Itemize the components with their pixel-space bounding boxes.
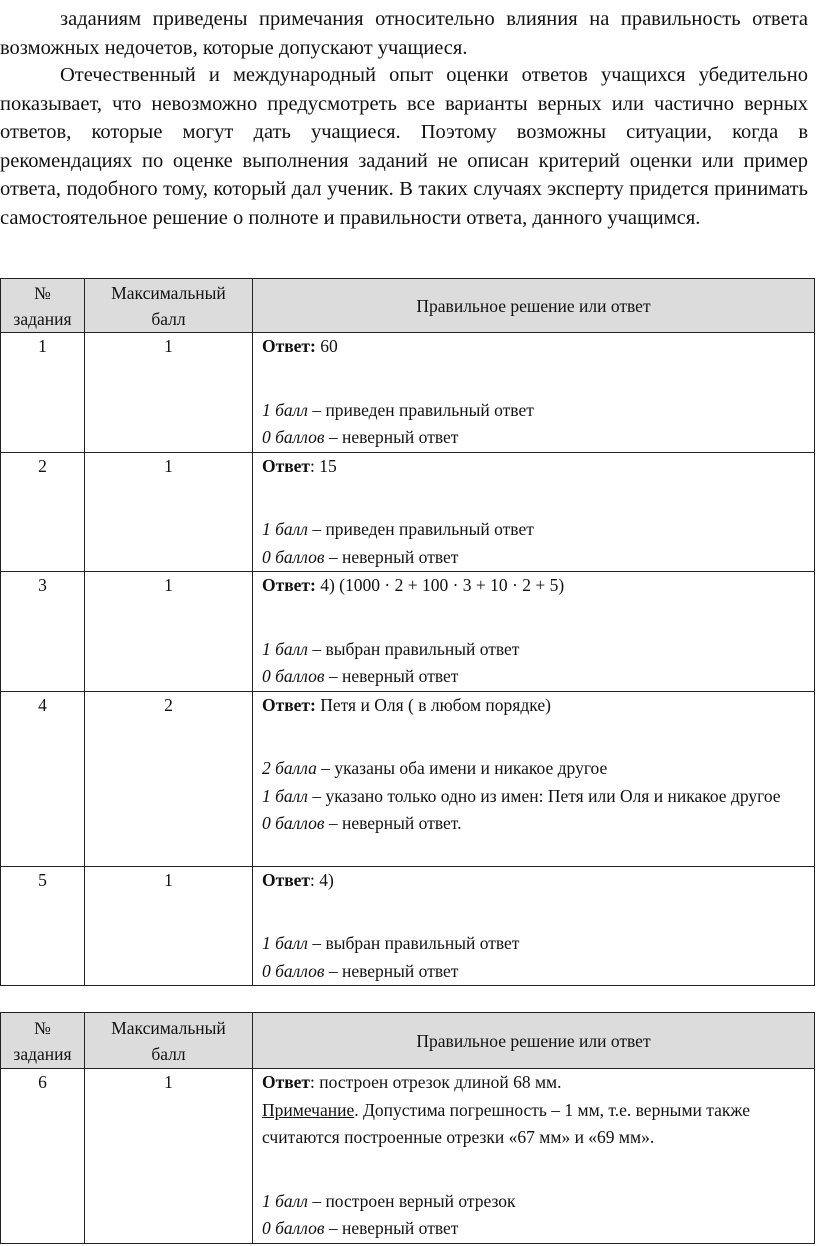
score-text: – неверный ответ (324, 546, 459, 567)
task-number: 3 (1, 572, 85, 692)
max-score: 1 (85, 1069, 253, 1244)
answer-label: Ответ (262, 1072, 311, 1092)
answer-value: : 4) (310, 869, 334, 890)
max-score: 2 (85, 691, 253, 866)
score-label: 1 балл (262, 638, 308, 659)
header-num-line2: задания (13, 308, 72, 329)
header-num-line1: № (34, 1017, 51, 1038)
score-text: – приведен правильный ответ (307, 519, 534, 539)
task-number: 4 (1, 691, 85, 866)
note-text: . Допустима погрешность – 1 мм, т.е. верными также считаются построенные отрезки «67 мм» и «69 мм». (262, 1099, 751, 1147)
score-label: 1 балл (262, 519, 308, 539)
header-max-line1: Максимальный (111, 282, 226, 303)
score-text: – выбран правильный ответ (307, 638, 520, 659)
score-text: – неверный ответ (324, 960, 459, 981)
score-text: – приведен правильный ответ (307, 399, 534, 420)
score-text: – неверный ответ (324, 666, 459, 686)
max-score: 1 (85, 572, 253, 692)
solution-cell (253, 572, 815, 692)
header-max-score (85, 279, 253, 333)
intro-text-2: Отечественный и международный опыт оценки ответов учащихся убедительно показывает, что невозможно предусмотреть все варианты верных или частично верных ответов, которые могут дать учащиеся. Поэтому возможны ситуации, когда в рекомендациях по оценке выполнения заданий не описан критерий оценки или пример ответа, подобного тому, который дал ученик. В таких случаях эксперту придется принимать самостоятельное решение о полноте и правильности ответа, данного учащимся. (0, 64, 808, 229)
table-row (1, 691, 815, 866)
score-text: – выбран правильный ответ (307, 933, 520, 953)
header-max-line2: балл (151, 308, 186, 329)
score-label: 1 балл (262, 399, 308, 420)
solution-cell (253, 866, 815, 986)
max-score: 1 (85, 452, 253, 572)
score-label: 0 баллов (262, 1218, 325, 1238)
max-score: 1 (85, 333, 253, 453)
header-task-number (1, 279, 85, 333)
table-header-row (1, 279, 815, 333)
score-text: – указано только одно из имен: Петя или Оля и никакое другое (307, 785, 781, 806)
solution-cell (253, 333, 815, 453)
answer-label: Ответ (262, 455, 311, 476)
header-max-line2: балл (151, 1043, 186, 1064)
header-max-score (85, 1013, 253, 1069)
answer-label: Ответ: (262, 336, 316, 356)
score-label: 0 баллов (262, 666, 325, 686)
note-label: Примечание (262, 1099, 355, 1120)
answer-value: 4) (1000 · 2 + 100 · 3 + 10 · 2 + 5) (315, 575, 565, 595)
table-header-row (1, 1013, 815, 1069)
score-text: – указаны оба имени и никакое другое (316, 758, 608, 778)
intro-paragraph-2 (0, 61, 808, 232)
max-score: 1 (85, 866, 253, 986)
answer-value: : построен отрезок длиной 68 мм. (310, 1072, 562, 1092)
score-text: – неверный ответ. (324, 813, 462, 833)
header-max-line1: Максимальный (111, 1017, 226, 1038)
score-label: 1 балл (262, 785, 308, 806)
answer-value: Петя и Оля ( в любом порядке) (315, 694, 551, 715)
score-text: – построен верный отрезок (307, 1190, 516, 1211)
score-label: 0 баллов (262, 813, 325, 833)
score-label: 0 баллов (262, 546, 325, 567)
score-text: – неверный ответ (324, 427, 459, 447)
task-number: 5 (1, 866, 85, 986)
answer-value: 60 (315, 336, 338, 356)
header-num-line1: № (34, 282, 51, 303)
table-row (1, 572, 815, 692)
intro-paragraph-1 (0, 5, 808, 62)
score-label: 2 балла (262, 758, 317, 778)
header-num-line2: задания (13, 1043, 72, 1064)
grading-table-1 (0, 278, 815, 986)
task-number: 2 (1, 452, 85, 572)
solution-cell (253, 691, 815, 866)
solution-cell (253, 452, 815, 572)
score-label: 0 баллов (262, 427, 325, 447)
score-label: 1 балл (262, 1190, 308, 1211)
task-number: 6 (1, 1069, 85, 1244)
task-number: 1 (1, 333, 85, 453)
answer-value: : 15 (310, 455, 337, 476)
header-solution: Правильное решение или ответ (253, 279, 815, 333)
score-label: 1 балл (262, 933, 308, 953)
answer-label: Ответ (262, 869, 311, 890)
answer-label: Ответ: (262, 694, 316, 715)
table-row (1, 1069, 815, 1244)
score-label: 0 баллов (262, 960, 325, 981)
intro-text-1: заданиям приведены примечания относительно влияния на правильность ответа возможных недочетов, которые допускают учащиеся. (0, 8, 808, 59)
table-row (1, 452, 815, 572)
score-text: – неверный ответ (324, 1218, 459, 1238)
header-solution: Правильное решение или ответ (253, 1013, 815, 1069)
answer-label: Ответ: (262, 575, 316, 595)
table-row (1, 333, 815, 453)
header-task-number (1, 1013, 85, 1069)
solution-cell (253, 1069, 815, 1244)
table-row (1, 866, 815, 986)
grading-table-2 (0, 1012, 815, 1244)
